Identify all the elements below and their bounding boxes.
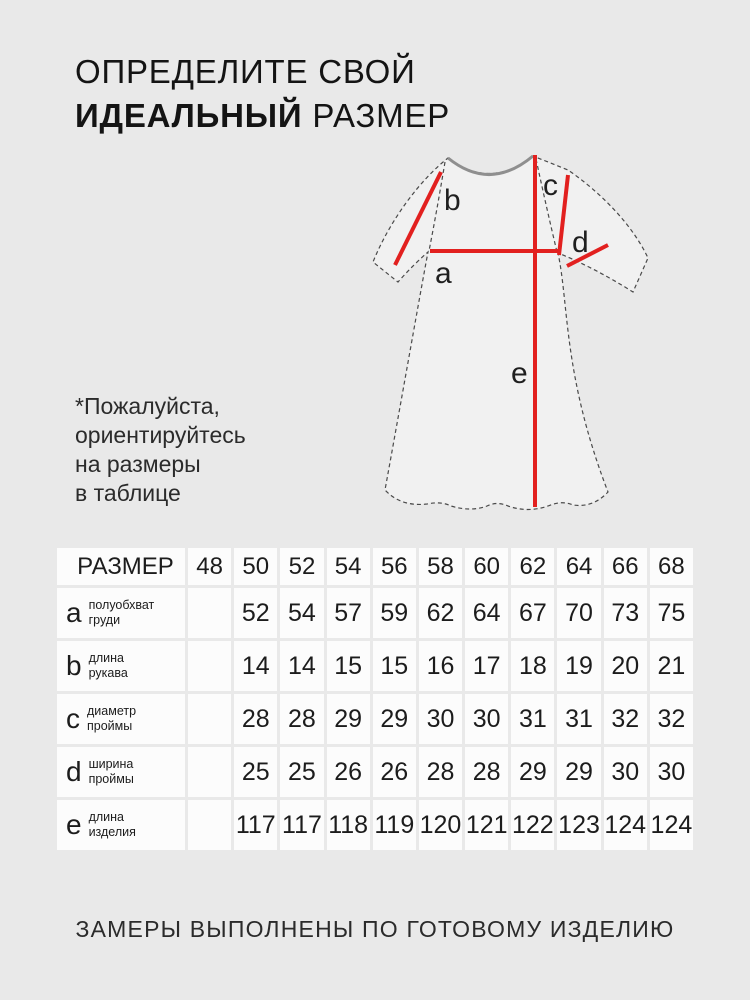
row-name: диаметр проймы bbox=[87, 704, 137, 733]
table-cell-e-52: 117 bbox=[280, 800, 323, 850]
table-cell-d-54: 26 bbox=[327, 747, 370, 797]
table-header-size-62: 62 bbox=[511, 548, 554, 585]
table-row-label-c bbox=[57, 694, 185, 744]
page-title-line1: ОПРЕДЕЛИТЕ СВОЙ bbox=[75, 53, 416, 90]
table-cell-a-66: 73 bbox=[604, 588, 647, 638]
table-cell-a-50: 52 bbox=[234, 588, 277, 638]
row-name: длина рукава bbox=[88, 651, 128, 680]
table-cell-b-54: 15 bbox=[327, 641, 370, 691]
table-header-size-label: РАЗМЕР bbox=[57, 548, 185, 585]
table-cell-d-56: 26 bbox=[373, 747, 416, 797]
table-cell-a-64: 70 bbox=[557, 588, 600, 638]
note-line: ориентируйтесь bbox=[75, 422, 246, 448]
table-cell-e-66: 124 bbox=[604, 800, 647, 850]
table-cell-c-60: 30 bbox=[465, 694, 508, 744]
table-row-label-b bbox=[57, 641, 185, 691]
row-letter: c bbox=[66, 703, 80, 734]
note-line: в таблице bbox=[75, 480, 181, 506]
row-name: полуобхват груди bbox=[88, 598, 155, 627]
table-header-size-54: 54 bbox=[327, 548, 370, 585]
table-cell-c-52: 28 bbox=[280, 694, 323, 744]
row-letter: b bbox=[66, 650, 82, 681]
table-cell-b-50: 14 bbox=[234, 641, 277, 691]
table-cell-b-64: 19 bbox=[557, 641, 600, 691]
table-cell-a-68: 75 bbox=[650, 588, 693, 638]
table-header-size-50: 50 bbox=[234, 548, 277, 585]
table-row-label-d bbox=[57, 747, 185, 797]
table-cell-c-56: 29 bbox=[373, 694, 416, 744]
table-cell-b-66: 20 bbox=[604, 641, 647, 691]
table-cell-c-54: 29 bbox=[327, 694, 370, 744]
table-cell-a-52: 54 bbox=[280, 588, 323, 638]
table-header-size-64: 64 bbox=[557, 548, 600, 585]
note-line: *Пожалуйста, bbox=[75, 393, 220, 419]
table-cell-e-68: 124 bbox=[650, 800, 693, 850]
table-cell-c-62: 31 bbox=[511, 694, 554, 744]
table-header-size-48: 48 bbox=[188, 548, 231, 585]
table-header-size-68: 68 bbox=[650, 548, 693, 585]
dress-measurement-diagram bbox=[345, 140, 675, 540]
table-cell-e-50: 117 bbox=[234, 800, 277, 850]
row-name: длина изделия bbox=[88, 810, 136, 839]
page-title-line2-rest: РАЗМЕР bbox=[302, 97, 451, 134]
table-cell-c-50: 28 bbox=[234, 694, 277, 744]
table-cell-b-56: 15 bbox=[373, 641, 416, 691]
table-cell-b-68: 21 bbox=[650, 641, 693, 691]
diagram-label-d: d bbox=[572, 226, 589, 259]
table-cell-d-66: 30 bbox=[604, 747, 647, 797]
row-letter: e bbox=[66, 809, 82, 840]
page-title-line2-bold: ИДЕАЛЬНЫЙ bbox=[75, 97, 303, 134]
note-text bbox=[75, 392, 246, 508]
diagram-label-a: a bbox=[435, 257, 452, 290]
table-row-label-e bbox=[57, 800, 185, 850]
table-cell-e-64: 123 bbox=[557, 800, 600, 850]
table-cell-d-50: 25 bbox=[234, 747, 277, 797]
table-header-size-56: 56 bbox=[373, 548, 416, 585]
table-cell-e-60: 121 bbox=[465, 800, 508, 850]
diagram-label-c: c bbox=[543, 169, 558, 202]
table-cell-c-66: 32 bbox=[604, 694, 647, 744]
table-cell-e-48 bbox=[188, 800, 231, 850]
table-cell-d-58: 28 bbox=[419, 747, 462, 797]
table-header-size-60: 60 bbox=[465, 548, 508, 585]
diagram-label-b: b bbox=[444, 184, 461, 217]
table-cell-a-48 bbox=[188, 588, 231, 638]
table-cell-b-58: 16 bbox=[419, 641, 462, 691]
dress-diagram-svg bbox=[345, 140, 675, 540]
table-cell-b-62: 18 bbox=[511, 641, 554, 691]
table-cell-c-58: 30 bbox=[419, 694, 462, 744]
diagram-label-e: e bbox=[511, 357, 528, 390]
table-cell-b-52: 14 bbox=[280, 641, 323, 691]
table-header-size-58: 58 bbox=[419, 548, 462, 585]
footer-text: ЗАМЕРЫ ВЫПОЛНЕНЫ ПО ГОТОВОМУ ИЗДЕЛИЮ bbox=[75, 916, 675, 942]
table-cell-d-62: 29 bbox=[511, 747, 554, 797]
note-line: на размеры bbox=[75, 451, 201, 477]
row-name: ширина проймы bbox=[88, 757, 134, 786]
table-cell-a-62: 67 bbox=[511, 588, 554, 638]
table-cell-a-60: 64 bbox=[465, 588, 508, 638]
table-cell-d-52: 25 bbox=[280, 747, 323, 797]
row-letter: d bbox=[66, 756, 82, 787]
size-table bbox=[57, 548, 693, 850]
table-cell-d-64: 29 bbox=[557, 747, 600, 797]
table-cell-c-48 bbox=[188, 694, 231, 744]
row-letter: a bbox=[66, 597, 82, 628]
table-cell-b-48 bbox=[188, 641, 231, 691]
table-cell-d-48 bbox=[188, 747, 231, 797]
table-cell-a-58: 62 bbox=[419, 588, 462, 638]
table-cell-b-60: 17 bbox=[465, 641, 508, 691]
table-cell-d-60: 28 bbox=[465, 747, 508, 797]
table-cell-e-54: 118 bbox=[327, 800, 370, 850]
table-row-label-a bbox=[57, 588, 185, 638]
table-cell-c-68: 32 bbox=[650, 694, 693, 744]
table-header-size-66: 66 bbox=[604, 548, 647, 585]
page-title bbox=[75, 50, 450, 138]
table-cell-a-54: 57 bbox=[327, 588, 370, 638]
dress-outline bbox=[373, 156, 648, 510]
table-cell-e-62: 122 bbox=[511, 800, 554, 850]
page-title-line2 bbox=[75, 94, 450, 138]
table-cell-e-56: 119 bbox=[373, 800, 416, 850]
table-cell-c-64: 31 bbox=[557, 694, 600, 744]
table-header-size-52: 52 bbox=[280, 548, 323, 585]
table-cell-e-58: 120 bbox=[419, 800, 462, 850]
table-cell-d-68: 30 bbox=[650, 747, 693, 797]
table-cell-a-56: 59 bbox=[373, 588, 416, 638]
